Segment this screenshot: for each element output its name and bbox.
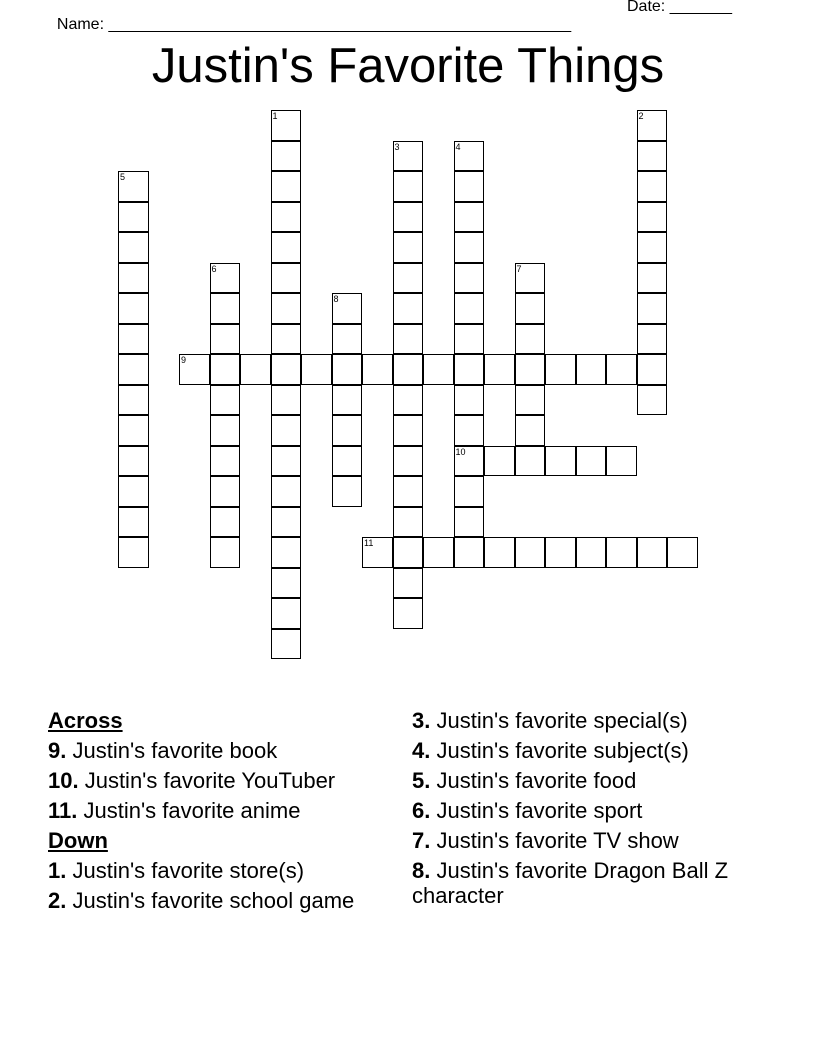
- clue-item: [412, 858, 752, 908]
- grid-cell[interactable]: [271, 232, 302, 263]
- grid-cell[interactable]: [271, 263, 302, 294]
- grid-cell[interactable]: [393, 385, 424, 416]
- clue-item-text: Justin's favorite anime: [77, 798, 301, 823]
- grid-cell[interactable]: [271, 324, 302, 355]
- clue-item-text: Justin's favorite food: [430, 768, 637, 793]
- grid-cell[interactable]: [454, 476, 485, 507]
- clue-item-number: 8.: [412, 858, 431, 883]
- grid-cell[interactable]: [393, 324, 424, 355]
- page-title: Justin's Favorite Things: [151, 39, 665, 93]
- grid-cell[interactable]: [454, 324, 485, 355]
- grid-cell[interactable]: [484, 354, 515, 385]
- date-field: Date: _______: [627, 0, 732, 15]
- clue-item-text: Justin's favorite book: [66, 738, 278, 763]
- down-clue-list-left: [48, 858, 393, 913]
- across-heading: Across: [48, 708, 123, 733]
- grid-cell[interactable]: [454, 263, 485, 294]
- grid-cell[interactable]: [210, 415, 241, 446]
- grid-cell[interactable]: [118, 232, 149, 263]
- grid-cell[interactable]: [393, 232, 424, 263]
- clue-number: 2: [638, 111, 644, 121]
- grid-cell[interactable]: [362, 537, 393, 568]
- grid-cell[interactable]: [515, 415, 546, 446]
- grid-cell[interactable]: [637, 202, 668, 233]
- grid-cell[interactable]: [393, 568, 424, 599]
- clue-number: 4: [455, 141, 461, 152]
- clue-number: 10: [455, 446, 466, 457]
- grid-cell[interactable]: [271, 385, 302, 416]
- clue-number: 8: [333, 294, 339, 304]
- clue-item-number: 9.: [48, 738, 67, 763]
- grid-cell[interactable]: [667, 537, 698, 568]
- grid-cell[interactable]: [637, 324, 668, 355]
- grid-cell[interactable]: [210, 385, 241, 416]
- down-clue-list-right: [412, 708, 752, 908]
- grid-cell[interactable]: [393, 476, 424, 507]
- grid-cell[interactable]: [454, 446, 485, 477]
- grid-cell[interactable]: [362, 354, 393, 385]
- grid-cell[interactable]: [118, 354, 149, 385]
- grid-cell[interactable]: [545, 446, 576, 477]
- grid-cell[interactable]: [515, 354, 546, 385]
- clue-item-number: 10.: [48, 768, 79, 793]
- grid-cell[interactable]: [454, 354, 485, 385]
- grid-cell[interactable]: [210, 476, 241, 507]
- clue-item-text: Justin's favorite school game: [66, 888, 355, 913]
- down-heading: Down: [48, 828, 108, 853]
- clue-item: [412, 708, 752, 733]
- grid-cell[interactable]: [332, 476, 363, 507]
- grid-cell[interactable]: [332, 324, 363, 355]
- grid-cell[interactable]: [210, 354, 241, 385]
- clue-number: 1: [272, 111, 278, 121]
- grid-cell[interactable]: [271, 446, 302, 477]
- clue-item-text: Justin's favorite store(s): [66, 858, 305, 883]
- clue-item: [48, 768, 393, 793]
- grid-cell[interactable]: [393, 598, 424, 629]
- clue-item: [48, 738, 393, 763]
- clue-number: 7: [516, 263, 522, 274]
- clue-item: [412, 738, 752, 763]
- clues-right-column: [412, 703, 752, 908]
- grid-cell[interactable]: [271, 507, 302, 538]
- grid-cell[interactable]: [271, 629, 302, 660]
- clue-number: 6: [211, 263, 217, 274]
- grid-cell[interactable]: [454, 385, 485, 416]
- grid-cell[interactable]: [515, 446, 546, 477]
- grid-cell[interactable]: [454, 171, 485, 202]
- grid-cell[interactable]: [210, 263, 241, 294]
- grid-cell[interactable]: [210, 324, 241, 355]
- grid-cell[interactable]: [637, 110, 668, 141]
- grid-cell[interactable]: [637, 171, 668, 202]
- grid-cell[interactable]: [637, 385, 668, 416]
- grid-cell[interactable]: [393, 446, 424, 477]
- grid-cell[interactable]: [118, 263, 149, 294]
- grid-cell[interactable]: [423, 537, 454, 568]
- grid-cell[interactable]: [240, 354, 271, 385]
- grid-cell[interactable]: [210, 507, 241, 538]
- clue-item: [48, 858, 393, 883]
- grid-cell[interactable]: [271, 171, 302, 202]
- clue-item-text: Justin's favorite TV show: [430, 828, 679, 853]
- grid-cell[interactable]: [118, 446, 149, 477]
- grid-cell[interactable]: [118, 537, 149, 568]
- grid-cell[interactable]: [393, 293, 424, 324]
- grid-cell[interactable]: [118, 507, 149, 538]
- clue-item-number: 4.: [412, 738, 431, 763]
- grid-cell[interactable]: [210, 537, 241, 568]
- grid-cell[interactable]: [454, 507, 485, 538]
- grid-cell[interactable]: [637, 293, 668, 324]
- clue-item: [412, 798, 752, 823]
- grid-cell[interactable]: [423, 354, 454, 385]
- grid-cell[interactable]: [515, 537, 546, 568]
- grid-cell[interactable]: [301, 354, 332, 385]
- clue-number: 9: [181, 355, 187, 365]
- grid-cell[interactable]: [393, 171, 424, 202]
- grid-cell[interactable]: [332, 354, 363, 385]
- grid-cell[interactable]: [118, 324, 149, 355]
- grid-cell[interactable]: [271, 354, 302, 385]
- grid-cell[interactable]: [606, 537, 637, 568]
- grid-cell[interactable]: [637, 232, 668, 263]
- grid-cell[interactable]: [515, 324, 546, 355]
- grid-cell[interactable]: [332, 446, 363, 477]
- grid-cell[interactable]: [454, 293, 485, 324]
- clue-item-number: 6.: [412, 798, 431, 823]
- grid-cell[interactable]: [637, 354, 668, 385]
- grid-cell[interactable]: [271, 568, 302, 599]
- grid-cell[interactable]: [271, 293, 302, 324]
- clue-item-text: Justin's favorite special(s): [430, 708, 688, 733]
- grid-cell[interactable]: [454, 415, 485, 446]
- grid-cell[interactable]: [454, 232, 485, 263]
- clue-item-number: 7.: [412, 828, 431, 853]
- grid-cell[interactable]: [118, 415, 149, 446]
- grid-cell[interactable]: [637, 537, 668, 568]
- grid-cell[interactable]: [454, 537, 485, 568]
- name-field: Name: ____________________________________________________: [56, 16, 572, 33]
- grid-cell[interactable]: [545, 354, 576, 385]
- grid-cell[interactable]: [271, 141, 302, 172]
- grid-cell[interactable]: [271, 415, 302, 446]
- clue-number: 3: [394, 141, 400, 152]
- grid-cell[interactable]: [118, 202, 149, 233]
- grid-cell[interactable]: [179, 354, 210, 385]
- grid-cell[interactable]: [393, 354, 424, 385]
- grid-cell[interactable]: [393, 537, 424, 568]
- clues-left-column: [48, 703, 393, 913]
- grid-cell[interactable]: [393, 141, 424, 172]
- grid-cell[interactable]: [210, 446, 241, 477]
- grid-cell[interactable]: [393, 507, 424, 538]
- grid-cell[interactable]: [545, 537, 576, 568]
- clue-number: 11: [364, 538, 374, 548]
- grid-cell[interactable]: [393, 263, 424, 294]
- grid-cell[interactable]: [271, 537, 302, 568]
- clue-item: [412, 828, 752, 853]
- grid-cell[interactable]: [118, 293, 149, 324]
- grid-cell[interactable]: [637, 263, 668, 294]
- grid-cell[interactable]: [271, 202, 302, 233]
- grid-cell[interactable]: [271, 110, 302, 141]
- grid-cell[interactable]: [515, 293, 546, 324]
- clue-item-number: 11.: [48, 798, 78, 823]
- clue-item-number: 5.: [412, 768, 431, 793]
- grid-cell[interactable]: [637, 141, 668, 172]
- grid-cell[interactable]: [576, 446, 607, 477]
- grid-cell[interactable]: [576, 354, 607, 385]
- grid-cell[interactable]: [576, 537, 607, 568]
- clue-item: [48, 888, 393, 913]
- grid-cell[interactable]: [606, 354, 637, 385]
- clue-item: [48, 798, 393, 823]
- grid-cell[interactable]: [484, 446, 515, 477]
- grid-cell[interactable]: [515, 385, 546, 416]
- clue-number: 5: [120, 172, 126, 182]
- clue-item-number: 3.: [412, 708, 431, 733]
- grid-cell[interactable]: [606, 446, 637, 477]
- grid-cell[interactable]: [332, 415, 363, 446]
- grid-cell[interactable]: [454, 141, 485, 172]
- grid-cell[interactable]: [515, 263, 546, 294]
- grid-cell[interactable]: [118, 171, 149, 202]
- grid-cell[interactable]: [484, 537, 515, 568]
- grid-cell[interactable]: [271, 598, 302, 629]
- grid-cell[interactable]: [271, 476, 302, 507]
- clue-item-number: 2.: [48, 888, 67, 913]
- grid-cell[interactable]: [454, 202, 485, 233]
- clue-item-text: Justin's favorite sport: [430, 798, 643, 823]
- across-clue-list: [48, 738, 393, 823]
- clue-item-text: Justin's favorite Dragon Ball Z character: [412, 858, 729, 908]
- clue-item-number: 1.: [48, 858, 67, 883]
- grid-cell[interactable]: [332, 385, 363, 416]
- grid-cell[interactable]: [332, 293, 363, 324]
- grid-cell[interactable]: [393, 415, 424, 446]
- clue-item-text: Justin's favorite subject(s): [430, 738, 689, 763]
- grid-cell[interactable]: [393, 202, 424, 233]
- clue-item-text: Justin's favorite YouTuber: [78, 768, 336, 793]
- grid-cell[interactable]: [118, 385, 149, 416]
- grid-cell[interactable]: [118, 476, 149, 507]
- clue-item: [412, 768, 752, 793]
- grid-cell[interactable]: [210, 293, 241, 324]
